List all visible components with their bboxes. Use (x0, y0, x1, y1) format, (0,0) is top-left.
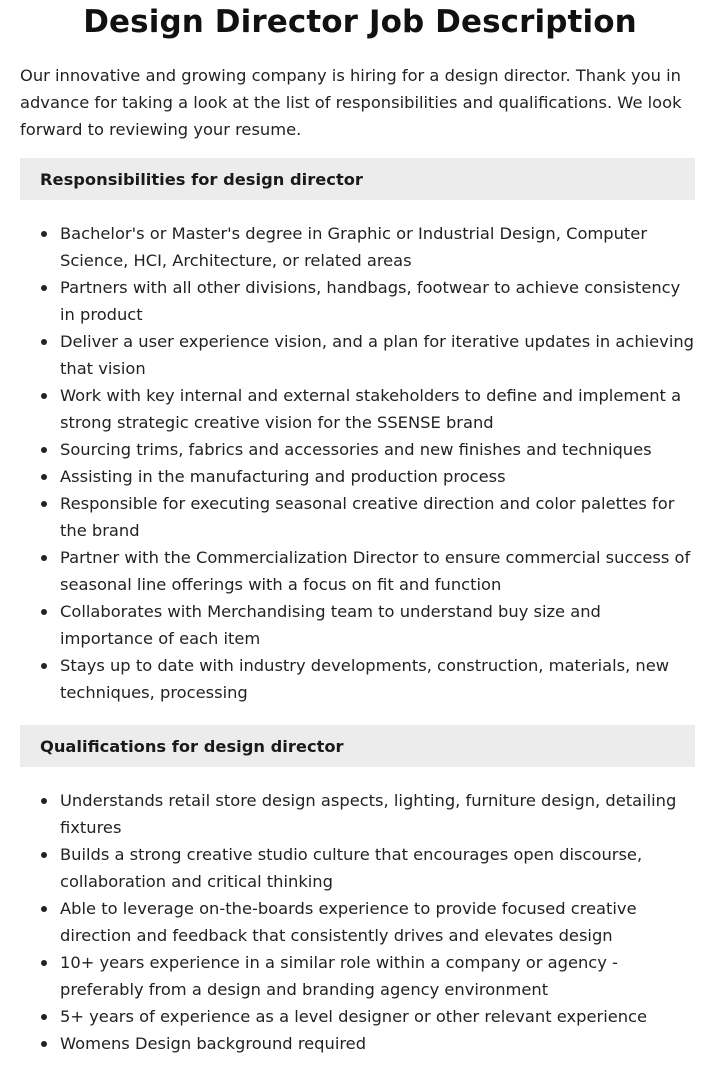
list-item: Womens Design background required (20, 1030, 695, 1057)
list-item: 10+ years experience in a similar role within a company or agency - preferably from a design and branding agency environment (20, 949, 695, 1003)
list-item: Builds a strong creative studio culture that encourages open discourse, collaboration and critical thinking (20, 841, 695, 895)
page-title: Design Director Job Description (83, 4, 637, 40)
list-item: Responsible for executing seasonal creative direction and color palettes for the brand (20, 490, 695, 544)
list-item: Assisting in the manufacturing and production process (20, 463, 695, 490)
intro-paragraph: Our innovative and growing company is hiring for a design director. Thank you in advance for taking a look at the list of responsibilities and qualifications. We look forward to reviewing your resume. (20, 66, 682, 139)
list-item: Sourcing trims, fabrics and accessories and new finishes and techniques (20, 436, 695, 463)
qualifications-heading: Qualifications for design director (20, 725, 695, 767)
list-item: 5+ years of experience as a level designer or other relevant experience (20, 1003, 695, 1030)
list-item: Partner with the Commercialization Director to ensure commercial success of seasonal line offerings with a focus on fit and function (20, 544, 695, 598)
responsibilities-list (20, 220, 695, 706)
qualifications-list (20, 787, 695, 1057)
list-item: Work with key internal and external stakeholders to define and implement a strong strategic creative vision for the SSENSE brand (20, 382, 695, 436)
list-item: Understands retail store design aspects, lighting, furniture design, detailing fixtures (20, 787, 695, 841)
responsibilities-heading: Responsibilities for design director (20, 158, 695, 200)
list-item: Able to leverage on-the-boards experience to provide focused creative direction and feedback that consistently drives and elevates design (20, 895, 695, 949)
list-item: Deliver a user experience vision, and a plan for iterative updates in achieving that vision (20, 328, 695, 382)
list-item: Partners with all other divisions, handbags, footwear to achieve consistency in product (20, 274, 695, 328)
list-item: Collaborates with Merchandising team to understand buy size and importance of each item (20, 598, 695, 652)
list-item: Bachelor's or Master's degree in Graphic or Industrial Design, Computer Science, HCI, Architecture, or related areas (20, 220, 695, 274)
list-item: Stays up to date with industry developments, construction, materials, new techniques, processing (20, 652, 695, 706)
